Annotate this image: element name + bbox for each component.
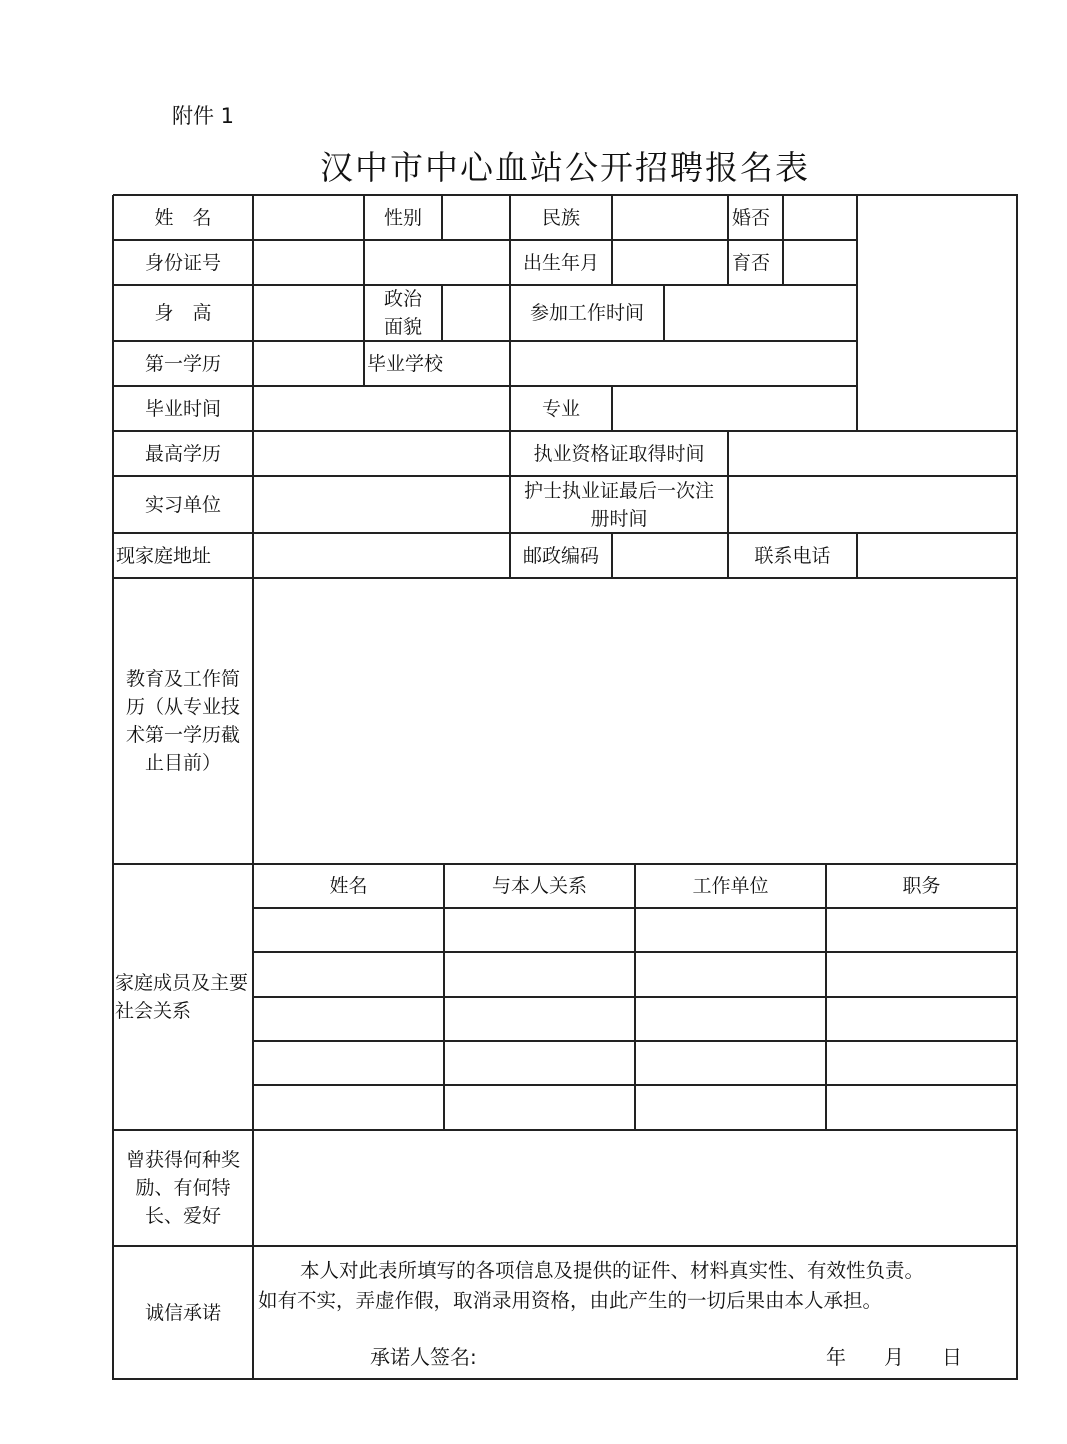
label-birth: 出生年月 [522,251,599,274]
highest-degree-field[interactable] [253,431,510,476]
family-cell[interactable] [826,908,1017,952]
family-header-name: 姓名 [329,875,368,897]
label-id-number: 身份证号 [144,251,221,274]
postcode-field[interactable] [612,533,728,578]
family-cell[interactable] [253,997,444,1041]
ethnicity-field[interactable] [612,195,728,240]
children-field[interactable] [783,240,857,285]
family-cell[interactable] [444,908,635,952]
family-cell[interactable] [253,1085,444,1130]
birth-field[interactable] [612,240,728,285]
label-highest-degree: 最高学历 [144,442,221,465]
signature-label: 承诺人签名: [370,1345,477,1369]
label-married: 婚否 [732,206,771,229]
label-address: 现家庭地址 [116,544,212,567]
label-phone: 联系电话 [754,544,831,567]
date-month: 月 [884,1345,904,1369]
address-field[interactable] [253,533,510,578]
family-cell[interactable] [253,952,444,997]
pledge-text [258,1256,1020,1316]
family-cell[interactable] [635,952,826,997]
label-license-time: 执业资格证取得时间 [533,442,705,465]
label-nurse-license: 护士执业证最后一次注册时间 [523,479,714,530]
family-cell[interactable] [444,1041,635,1085]
major-field[interactable] [612,386,857,431]
label-internship: 实习单位 [144,493,221,516]
date-day: 日 [942,1345,962,1369]
political-field[interactable] [442,285,510,341]
label-grad-school: 毕业学校 [367,352,444,375]
family-header-workplace: 工作单位 [692,875,769,897]
label-gender: 性别 [383,206,422,229]
pledge-line-1: 本人对此表所填写的各项信息及提供的证件、材料真实性、有效性负责。 [300,1259,925,1282]
grad-school-field[interactable] [510,341,857,386]
attachment-label: 附件 1 [172,104,235,128]
family-cell[interactable] [635,908,826,952]
married-field[interactable] [783,195,857,240]
family-cell[interactable] [444,952,635,997]
height-field[interactable] [253,285,364,341]
id-number-field[interactable] [253,240,510,285]
label-major: 专业 [541,397,580,420]
resume-field[interactable] [253,578,1017,864]
family-cell[interactable] [253,1041,444,1085]
label-name: 姓 名 [154,206,212,229]
license-time-field[interactable] [728,431,1017,476]
label-grad-time: 毕业时间 [144,397,221,420]
label-awards: 曾获得何种奖励、有何特长、爱好 [125,1149,240,1227]
label-resume: 教育及工作简历（从专业技术第一学历截止目前） [125,668,240,774]
photo-field[interactable] [857,195,1017,431]
family-cell[interactable] [635,1085,826,1130]
family-cell[interactable] [635,997,826,1041]
first-degree-field[interactable] [253,341,364,386]
label-first-degree: 第一学历 [144,352,221,375]
family-cell[interactable] [826,997,1017,1041]
awards-field[interactable] [253,1130,1017,1246]
label-children: 育否 [732,251,771,274]
family-cell[interactable] [635,1041,826,1085]
label-ethnicity: 民族 [541,206,580,229]
family-cell[interactable] [826,952,1017,997]
family-cell[interactable] [826,1085,1017,1130]
family-cell[interactable] [253,908,444,952]
family-cell[interactable] [444,997,635,1041]
form-title: 汉中市中心血站公开招聘报名表 [320,148,810,187]
label-work-start: 参加工作时间 [529,302,644,324]
grad-time-field[interactable] [253,386,510,431]
date-year: 年 [826,1345,846,1369]
family-cell[interactable] [444,1085,635,1130]
label-political: 政治面貌 [383,288,422,338]
label-integrity: 诚信承诺 [144,1301,221,1324]
label-family: 家庭成员及主要社会关系 [115,972,249,1022]
internship-field[interactable] [253,476,510,533]
phone-field[interactable] [857,533,1017,578]
family-cell[interactable] [826,1041,1017,1085]
name-field[interactable] [253,195,364,240]
pledge-line-2: 如有不实，弄虚作假，取消录用资格，由此产生的一切后果由本人承担。 [258,1289,883,1312]
label-height: 身 高 [154,302,212,324]
nurse-license-field[interactable] [728,476,1017,533]
work-start-field[interactable] [664,285,857,341]
family-header-position: 职务 [902,875,941,897]
family-header-relation: 与本人关系 [491,875,587,897]
label-postcode: 邮政编码 [522,544,599,567]
gender-field[interactable] [442,195,510,240]
